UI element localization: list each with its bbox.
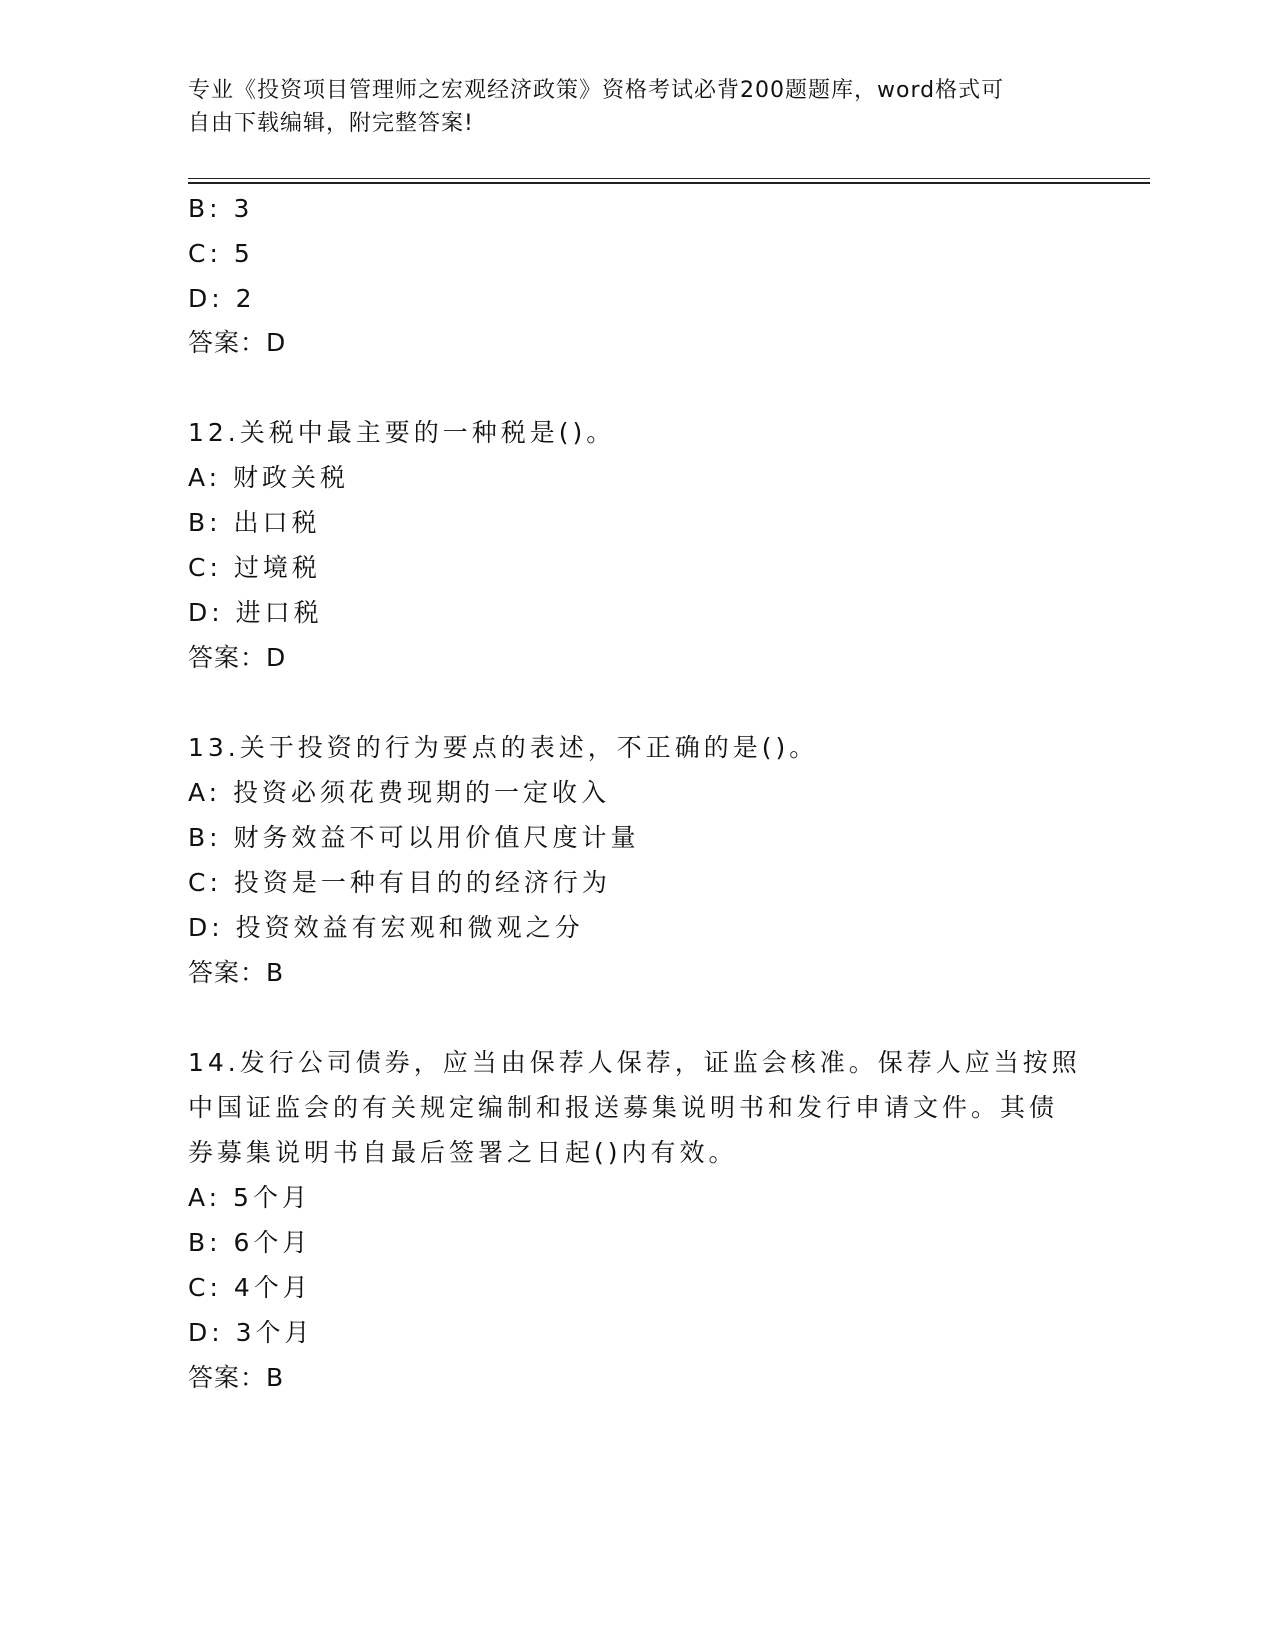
document-header — [188, 74, 1088, 140]
q12-option-d: D: 进口税 — [188, 598, 323, 627]
q14-option-c: C: 4个月 — [188, 1273, 312, 1302]
q11-option-b: B: 3 — [188, 194, 254, 223]
q13-option-c: C: 投资是一种有目的的经济行为 — [188, 868, 611, 897]
q13-stem: 13.关于投资的行为要点的表述，不正确的是()。 — [188, 733, 819, 762]
q11-option-d: D: 2 — [188, 284, 256, 313]
q14-option-d: D: 3个月 — [188, 1318, 314, 1347]
q13-option-b: B: 财务效益不可以用价值尺度计量 — [188, 823, 640, 852]
q13-option-a: A: 投资必须花费现期的一定收入 — [188, 778, 611, 807]
q13-answer: 答案：B — [188, 958, 285, 987]
header-title-line-1: 专业《投资项目管理师之宏观经济政策》资格考试必背200题题库，word格式可 — [188, 78, 1005, 103]
q14-option-b: B: 6个月 — [188, 1228, 312, 1257]
q14-stem-line-1: 14.发行公司债券，应当由保荐人保荐，证监会核准。保荐人应当按照 — [188, 1048, 1081, 1077]
q14-option-a: A: 5个月 — [188, 1183, 311, 1212]
q12-stem: 12.关税中最主要的一种税是()。 — [188, 418, 616, 447]
q14-answer: 答案：B — [188, 1363, 285, 1392]
q14-stem-line-3: 券募集说明书自最后签署之日起()内有效。 — [188, 1138, 738, 1167]
header-divider-thick — [188, 182, 1150, 184]
q12-option-b: B: 出口税 — [188, 508, 321, 537]
q14-stem-line-2: 中国证监会的有关规定编制和报送募集说明书和发行申请文件。其债 — [188, 1093, 1059, 1122]
header-title-line-2: 自由下载编辑，附完整答案! — [188, 111, 474, 136]
q13-option-d: D: 投资效益有宏观和微观之分 — [188, 913, 584, 942]
q12-option-c: C: 过境税 — [188, 553, 321, 582]
q11-answer: 答案：D — [188, 328, 287, 357]
q12-option-a: A: 财政关税 — [188, 463, 350, 492]
header-divider-thin — [188, 178, 1150, 179]
q12-answer: 答案：D — [188, 643, 287, 672]
q11-option-c: C: 5 — [188, 239, 254, 268]
